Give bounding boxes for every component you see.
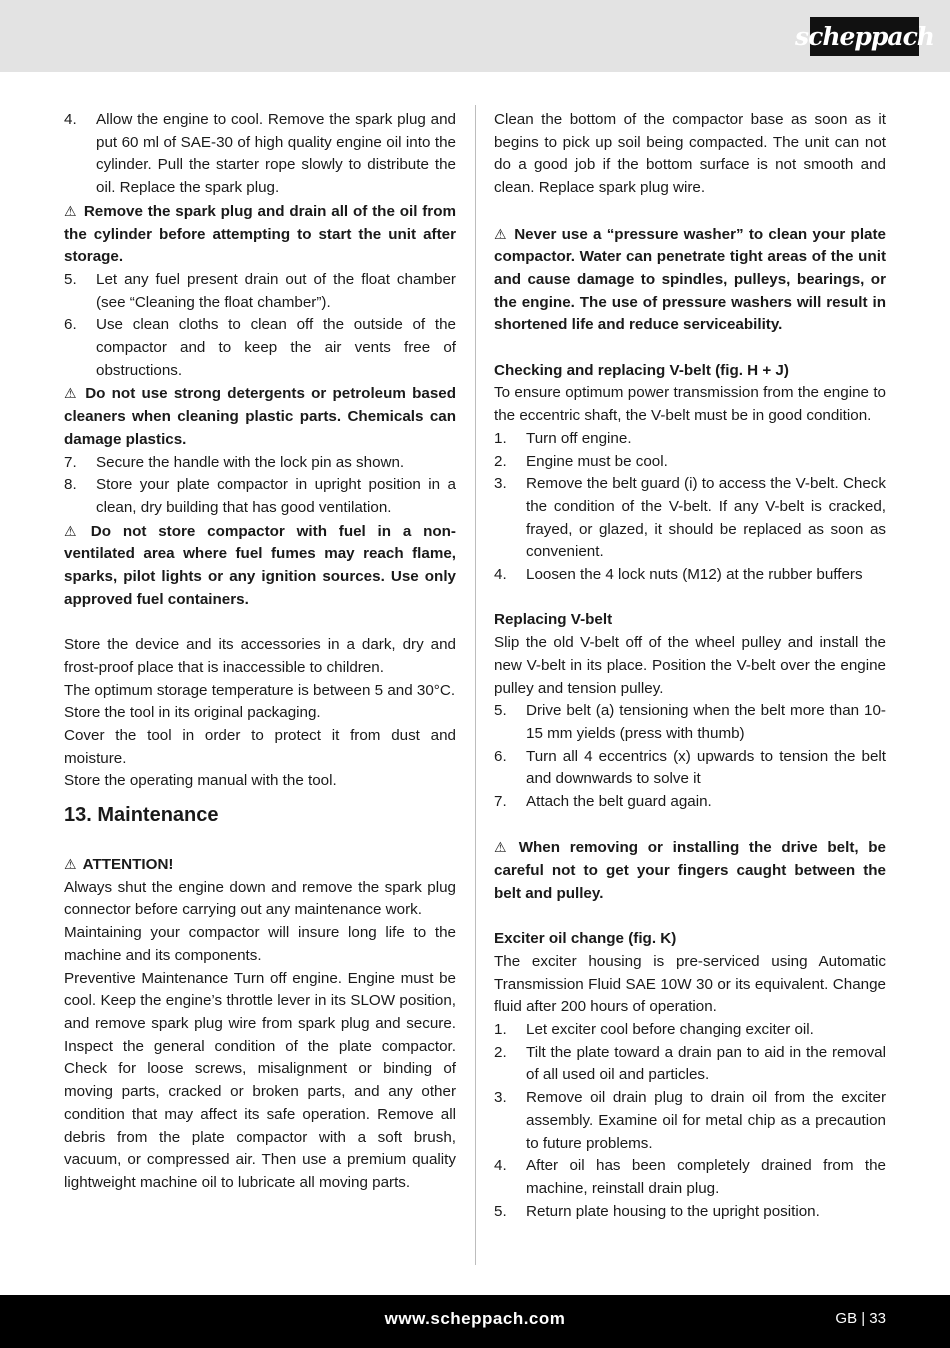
list-item xyxy=(494,1019,886,1042)
warning-icon: ⚠ xyxy=(64,385,77,402)
scheppach-logo: scheppach xyxy=(810,17,919,56)
list-item xyxy=(494,1042,886,1087)
storage-text: Cover the tool in order to protect it from dust and moisture. xyxy=(64,726,456,767)
list-item xyxy=(494,700,886,745)
maintenance-text: Preventive Maintenance Turn off engine. Engine must be cool. Keep the engine’s throttle lever in its SLOW position, and remove spark plug wire from spark plug and secure. Inspect the general condition of the plate compactor. Check for loose screws, misalignment or binding of moving parts, cracked or broken parts, and any other condition that may affect its safe operation. Remove all debris from the plate compactor with a soft brush, vacuum, or compressed air. Then use a premium quality lightweight machine oil to lubricate all moving parts. xyxy=(64,969,456,1191)
list-item xyxy=(494,1201,886,1224)
warning-icon: ⚠ xyxy=(64,522,77,539)
list-text: Return plate housing to the upright position. xyxy=(526,1202,820,1220)
list-text: Let any fuel present drain out of the float chamber (see “Cleaning the float chamber”). xyxy=(96,270,456,311)
maintenance-text: Maintaining your compactor will insure long life to the machine and its components. xyxy=(64,924,456,964)
right-column xyxy=(494,109,886,1223)
list-item xyxy=(494,473,886,564)
list-number: 2. xyxy=(494,1043,507,1061)
list-number: 4. xyxy=(494,1157,507,1175)
list-number: 5. xyxy=(64,270,77,288)
maintenance-text: Always shut the engine down and remove the spark plug connector before carrying out any maintenance work. xyxy=(64,878,456,919)
list-text: Store your plate compactor in upright position in a clean, dry building that has good ventilation. xyxy=(96,476,456,516)
column-divider xyxy=(475,105,476,1265)
warning-icon: ⚠ xyxy=(494,225,507,242)
list-number: 4. xyxy=(64,111,77,128)
list-number: 6. xyxy=(64,316,77,334)
list-text: After oil has been completely drained from the machine, reinstall drain plug. xyxy=(526,1157,886,1197)
list-item xyxy=(64,452,456,475)
list-number: 4. xyxy=(494,566,507,584)
list-item xyxy=(494,564,886,587)
footer-bar xyxy=(0,1295,950,1348)
warning-icon: ⚠ xyxy=(494,839,507,856)
page-number: GB | 33 xyxy=(835,1310,886,1327)
subheading: Exciter oil change (fig. K) xyxy=(494,930,677,948)
list-text: Attach the belt guard again. xyxy=(526,793,712,811)
warning-note: ⚠ Never use a “pressure washer” to clean your plate compactor. Water can penetrate tight areas of the unit and cause damage to spindles, pulleys, bearings, or the engine. The use of pressure washers will result in shortened life and reduce serviceability. xyxy=(494,223,886,338)
warning-note: ⚠ When removing or installing the drive belt, be careful not to get your fingers caught between the belt and pulley. xyxy=(494,836,886,905)
paragraph: The exciter housing is pre-serviced using Automatic Transmission Fluid SAE 10W 30 or its equivalent. Change fluid after 200 hours of operation. xyxy=(494,952,886,1016)
list-text: Remove oil drain plug to drain oil from the exciter assembly. Examine oil for metal chip as a precaution to future problems. xyxy=(526,1089,886,1152)
list-item xyxy=(64,314,456,382)
list-item xyxy=(64,474,456,519)
list-number: 5. xyxy=(494,1202,507,1220)
storage-text: The optimum storage temperature is between 5 and 30°C. xyxy=(64,681,456,699)
list-number: 2. xyxy=(494,452,507,470)
list-number: 7. xyxy=(494,793,507,811)
list-number: 5. xyxy=(494,702,507,720)
warning-icon: ⚠ xyxy=(64,856,77,873)
storage-text: Store the operating manual with the tool. xyxy=(64,772,337,790)
list-text: Remove the belt guard (i) to access the V-belt. Check the condition of the V-belt. If any V-belt is cracked, frayed, or glazed, it should be replaced as soon as convenient. xyxy=(526,475,886,561)
list-item xyxy=(494,746,886,791)
list-number: 1. xyxy=(494,429,507,447)
paragraph: Slip the old V-belt off of the wheel pulley and install the new V-belt in its place. Position the V-belt over the engine pulley and tension pulley. xyxy=(494,634,886,697)
list-text: Turn all 4 eccentrics (x) upwards to tension the belt and downwards to solve it xyxy=(526,747,886,788)
list-text: Use clean cloths to clean off the outside of the compactor and to keep the air vents free of obstructions. xyxy=(96,316,456,379)
list-number: 1. xyxy=(494,1021,507,1039)
warning-note: ⚠ Do not use strong detergents or petroleum based cleaners when cleaning plastic parts. Chemicals can damage plastics. xyxy=(64,382,456,451)
left-column xyxy=(64,109,456,1195)
list-text: Turn off engine. xyxy=(526,429,632,447)
list-item xyxy=(494,1155,886,1200)
subheading: Checking and replacing V-belt (fig. H + J) xyxy=(494,361,789,379)
list-item xyxy=(494,791,886,814)
cleaning-text: Clean the bottom of the compactor base as soon as it begins to pick up soil being compacted. The unit can not do a good job if the bottom surface is not smooth and clean. Replace spark plug wire. xyxy=(494,111,886,197)
list-item xyxy=(64,109,456,200)
list-number: 7. xyxy=(64,453,77,471)
list-text: Secure the handle with the lock pin as shown. xyxy=(96,453,405,471)
warning-icon: ⚠ xyxy=(64,202,77,219)
list-item xyxy=(494,1087,886,1155)
website-link[interactable]: www.scheppach.com xyxy=(384,1309,566,1328)
list-text: Tilt the plate toward a drain pan to aid in the removal of all used oil and particles. xyxy=(526,1043,886,1084)
warning-note: ⚠ Remove the spark plug and drain all of the oil from the cylinder before attempting to start the unit after storage. xyxy=(64,200,456,269)
list-number: 8. xyxy=(64,476,77,494)
storage-text: Store the tool in its original packaging. xyxy=(64,704,321,722)
attention-heading: ⚠ ATTENTION! xyxy=(64,853,456,877)
list-number: 3. xyxy=(494,475,507,493)
list-item xyxy=(64,269,456,314)
list-number: 3. xyxy=(494,1089,507,1107)
list-text: Drive belt (a) tensioning when the belt more than 10-15 mm yields (press with thumb) xyxy=(526,702,886,742)
list-item xyxy=(494,428,886,451)
list-text: Allow the engine to cool. Remove the spark plug and put 60 ml of SAE-30 of high quality engine oil into the cylinder. Pull the starter rope slowly to distribute the oil. Replace the spark plug. xyxy=(96,111,456,197)
subheading: Replacing V-belt xyxy=(494,611,613,629)
section-title: 13. Maintenance xyxy=(64,804,219,827)
paragraph: To ensure optimum power transmission from the engine to the eccentric shaft, the V-belt must be in good condition. xyxy=(494,384,886,425)
list-number: 6. xyxy=(494,747,507,765)
list-text: Let exciter cool before changing exciter oil. xyxy=(526,1021,814,1039)
list-text: Loosen the 4 lock nuts (M12) at the rubber buffers xyxy=(526,566,863,584)
list-item xyxy=(494,451,886,474)
storage-text: Store the device and its accessories in a dark, dry and frost-proof place that is inaccessible to children. xyxy=(64,636,456,676)
list-text: Engine must be cool. xyxy=(526,452,668,470)
warning-note: ⚠ Do not store compactor with fuel in a non-ventilated area where fuel fumes may reach flame, sparks, pilot lights or any ignition sources. Use only approved fuel containers. xyxy=(64,520,456,612)
